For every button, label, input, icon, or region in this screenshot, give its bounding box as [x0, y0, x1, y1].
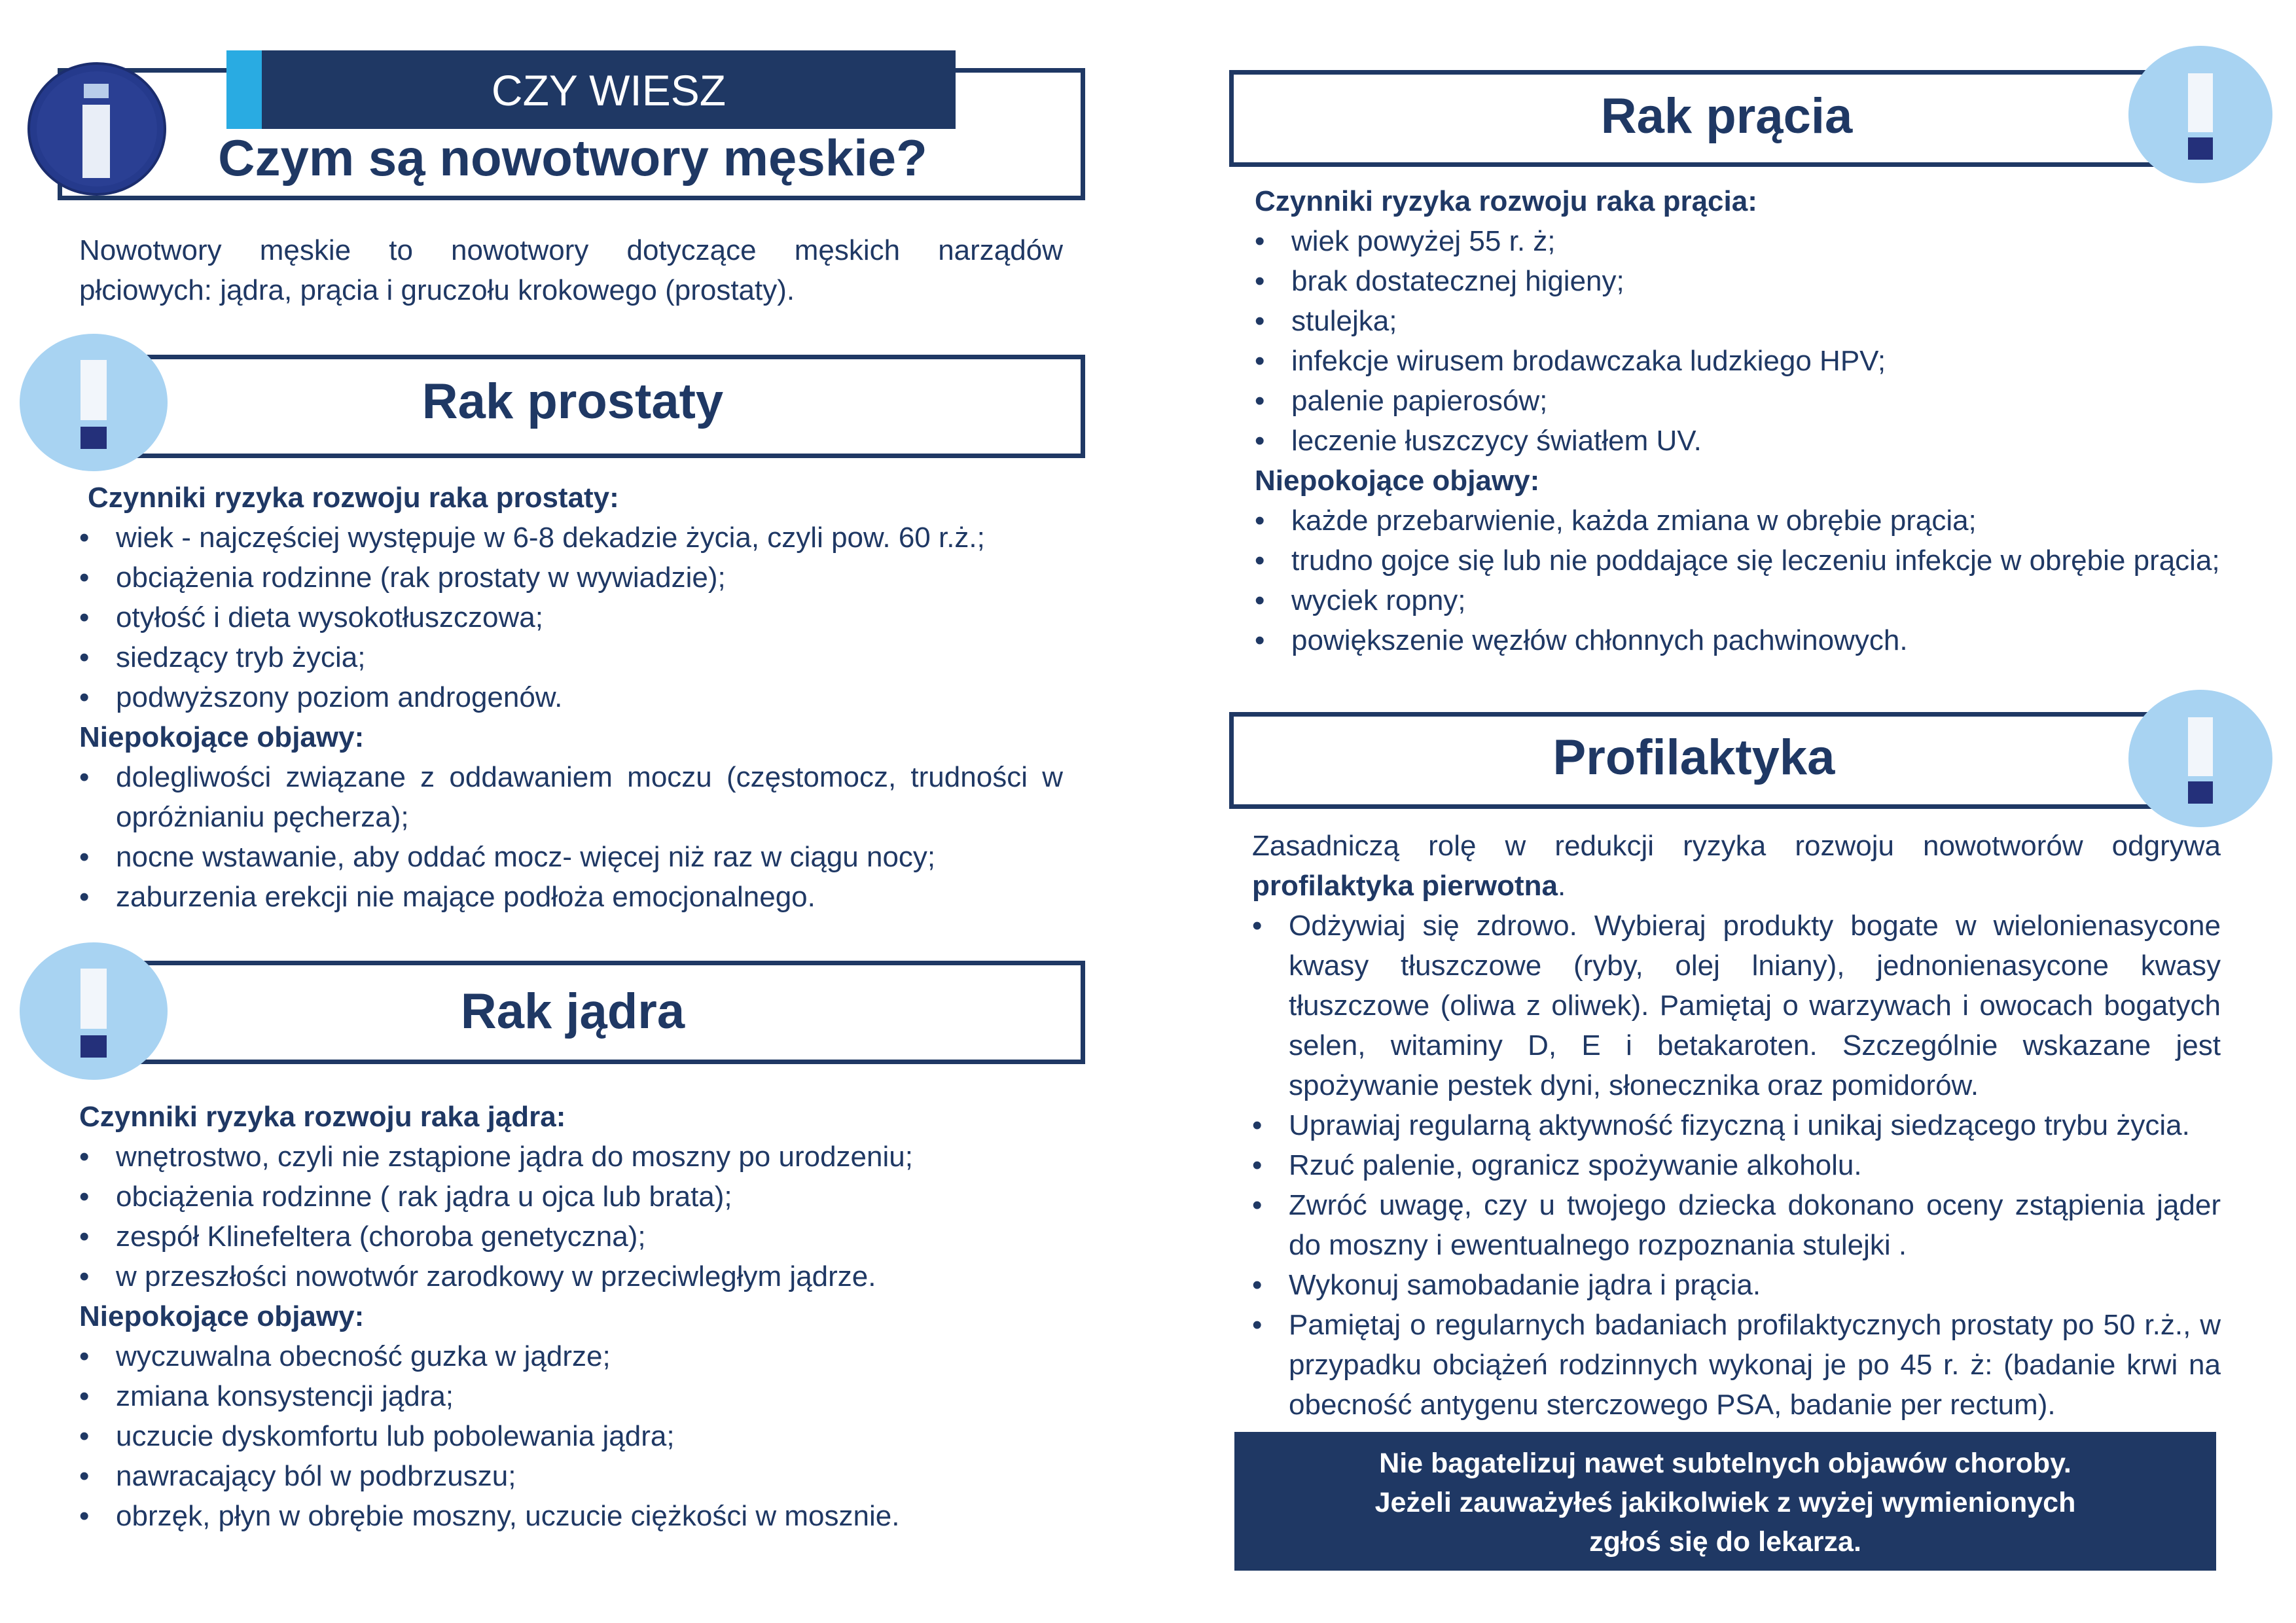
list-item: • każde przebarwienie, każda zmiana w obrębie prącia;: [1255, 501, 2225, 541]
list-item: • zaburzenia erekcji nie mające podłoża emocjonalnego.: [79, 877, 1063, 917]
list-item: • obrzęk, płyn w obrębie moszny, uczucie ciężkości w mosznie.: [79, 1496, 1063, 1536]
banner-cyan-accent: [226, 50, 262, 129]
prostate-risk-list: [79, 518, 1063, 717]
testis-symptoms-heading: Niepokojące objawy:: [79, 1300, 365, 1332]
list-item: • leczenie łuszczycy światłem UV.: [1255, 421, 2225, 461]
notice-line-3: zgłoś się do lekarza.: [1589, 1526, 1861, 1558]
prevention-title: Profilaktyka: [1552, 730, 1835, 785]
prevention-intro-line-2: [1252, 866, 2221, 906]
list-item: • dolegliwości związane z oddawaniem moczu (częstomocz, trudności w opróżnianiu pęcherza);: [79, 757, 1063, 837]
list-item: • Zwróć uwagę, czy u twojego dziecka dokonano oceny zstąpienia jąder do moszny i ewentualnego rozpoznania stulejki .: [1252, 1185, 2221, 1265]
list-item: • obciążenia rodzinne ( rak jądra u ojca lub brata);: [79, 1177, 1063, 1217]
list-item: • wnętrostwo, czyli nie zstąpione jądra do moszny po urodzeniu;: [79, 1137, 1063, 1177]
list-item: • siedzący tryb życia;: [79, 637, 1063, 677]
list-item: • brak dostatecznej higieny;: [1255, 261, 2225, 301]
list-item: • Uprawiaj regularną aktywność fizyczną i unikaj siedzącego trybu życia.: [1252, 1105, 2221, 1145]
list-item: • podwyższony poziom androgenów.: [79, 677, 1063, 717]
penis-symptoms-heading: Niepokojące objawy:: [1255, 465, 1540, 497]
notice-box: [1234, 1432, 2216, 1571]
testis-risk-heading: Czynniki ryzyka rozwoju raka jądra:: [79, 1101, 566, 1133]
prostate-symptoms-list: [79, 757, 1063, 917]
list-item: • palenie papierosów;: [1255, 381, 2225, 421]
exclamation-icon: [20, 942, 168, 1080]
intro-text-line-1: Nowotwory męskie to nowotwory dotyczące męskich narządów: [79, 234, 1063, 266]
list-item: • Pamiętaj o regularnych badaniach profilaktycznych prostaty po 50 r.ż., w przypadku obciążeń rodzinnych wykonaj je po 45 r. ż: (badanie krwi na obecność antygenu sterczowego PSA, badanie per rectum).: [1252, 1305, 2221, 1425]
intro-text-line-2: płciowych: jądra, prącia i gruczołu krokowego (prostaty).: [79, 274, 795, 306]
list-item: • infekcje wirusem brodawczaka ludzkiego HPV;: [1255, 341, 2225, 381]
testis-title: Rak jądra: [460, 984, 685, 1039]
list-item: • w przeszłości nowotwór zarodkowy w przeciwległym jądrze.: [79, 1257, 1063, 1296]
list-item: • Wykonuj samobadanie jądra i prącia.: [1252, 1265, 2221, 1305]
list-item: • Odżywiaj się zdrowo. Wybieraj produkty bogate w wielonienasycone kwasy tłuszczowe (ryby, olej lniany), jednonienasycone kwasy tłuszczowe (oliwa z oliwek). Pamiętaj o warzywach i owocach bogatych selen, witaminy D, E i betakaroten. Szczególnie wskazane jest spożywanie pestek dyni, słonecznika oraz pomidorów.: [1252, 906, 2221, 1105]
intro-title: Czym są nowotwory męskie?: [218, 129, 927, 187]
list-item: • zmiana konsystencji jądra;: [79, 1376, 1063, 1416]
prevention-intro-line-1: Zasadniczą rolę w redukcji ryzyka rozwoju nowotworów odgrywa: [1252, 830, 2221, 862]
list-item: • zespół Klinefeltera (choroba genetyczna);: [79, 1217, 1063, 1257]
penis-risk-heading: Czynniki ryzyka rozwoju raka prącia:: [1255, 185, 1757, 217]
penis-symptoms-list: [1255, 501, 2225, 660]
czy-wiesz-label: CZY WIESZ: [491, 66, 726, 115]
prostate-title: Rak prostaty: [422, 374, 724, 429]
list-item: • trudno gojce się lub nie poddające się leczeniu infekcje w obrębie prącia;: [1255, 541, 2225, 580]
list-item: • obciążenia rodzinne (rak prostaty w wywiadzie);: [79, 558, 1063, 597]
list-item: • wyciek ropny;: [1255, 580, 2225, 620]
list-item: • nawracający ból w podbrzuszu;: [79, 1456, 1063, 1496]
list-item: • wyczuwalna obecność guzka w jądrze;: [79, 1336, 1063, 1376]
list-item: • wiek powyżej 55 r. ż;: [1255, 221, 2225, 261]
list-item: • wiek - najczęściej występuje w 6-8 dekadzie życia, czyli pow. 60 r.ż.;: [79, 518, 1063, 558]
exclamation-icon: [2128, 690, 2272, 827]
notice-line-1: Nie bagatelizuj nawet subtelnych objawów choroby.: [1379, 1448, 2072, 1479]
prevention-intro-bold: profilaktyka pierwotna: [1252, 870, 1558, 902]
prevention-intro-end: .: [1558, 870, 1566, 902]
prevention-tips-list: [1252, 906, 2221, 1425]
prostate-risk-heading: Czynniki ryzyka rozwoju raka prostaty:: [88, 482, 619, 514]
testis-risk-list: [79, 1137, 1063, 1296]
notice-line-2: Jeżeli zauważyłeś jakikolwiek z wyżej wymienionych: [1374, 1487, 2076, 1518]
testis-symptoms-list: [79, 1336, 1063, 1536]
penis-risk-list: [1255, 221, 2225, 461]
list-item: • otyłość i dieta wysokotłuszczowa;: [79, 597, 1063, 637]
list-item: • powiększenie węzłów chłonnych pachwinowych.: [1255, 620, 2225, 660]
list-item: • uczucie dyskomfortu lub pobolewania jądra;: [79, 1416, 1063, 1456]
list-item: • nocne wstawanie, aby oddać mocz- więcej niż raz w ciągu nocy;: [79, 837, 1063, 877]
prostate-symptoms-heading: Niepokojące objawy:: [79, 721, 365, 753]
exclamation-icon: [2128, 46, 2272, 183]
exclamation-icon: [20, 334, 168, 471]
list-item: • Rzuć palenie, ogranicz spożywanie alkoholu.: [1252, 1145, 2221, 1185]
list-item: • stulejka;: [1255, 301, 2225, 341]
info-icon: [26, 62, 168, 196]
penis-title: Rak prącia: [1600, 88, 1853, 144]
